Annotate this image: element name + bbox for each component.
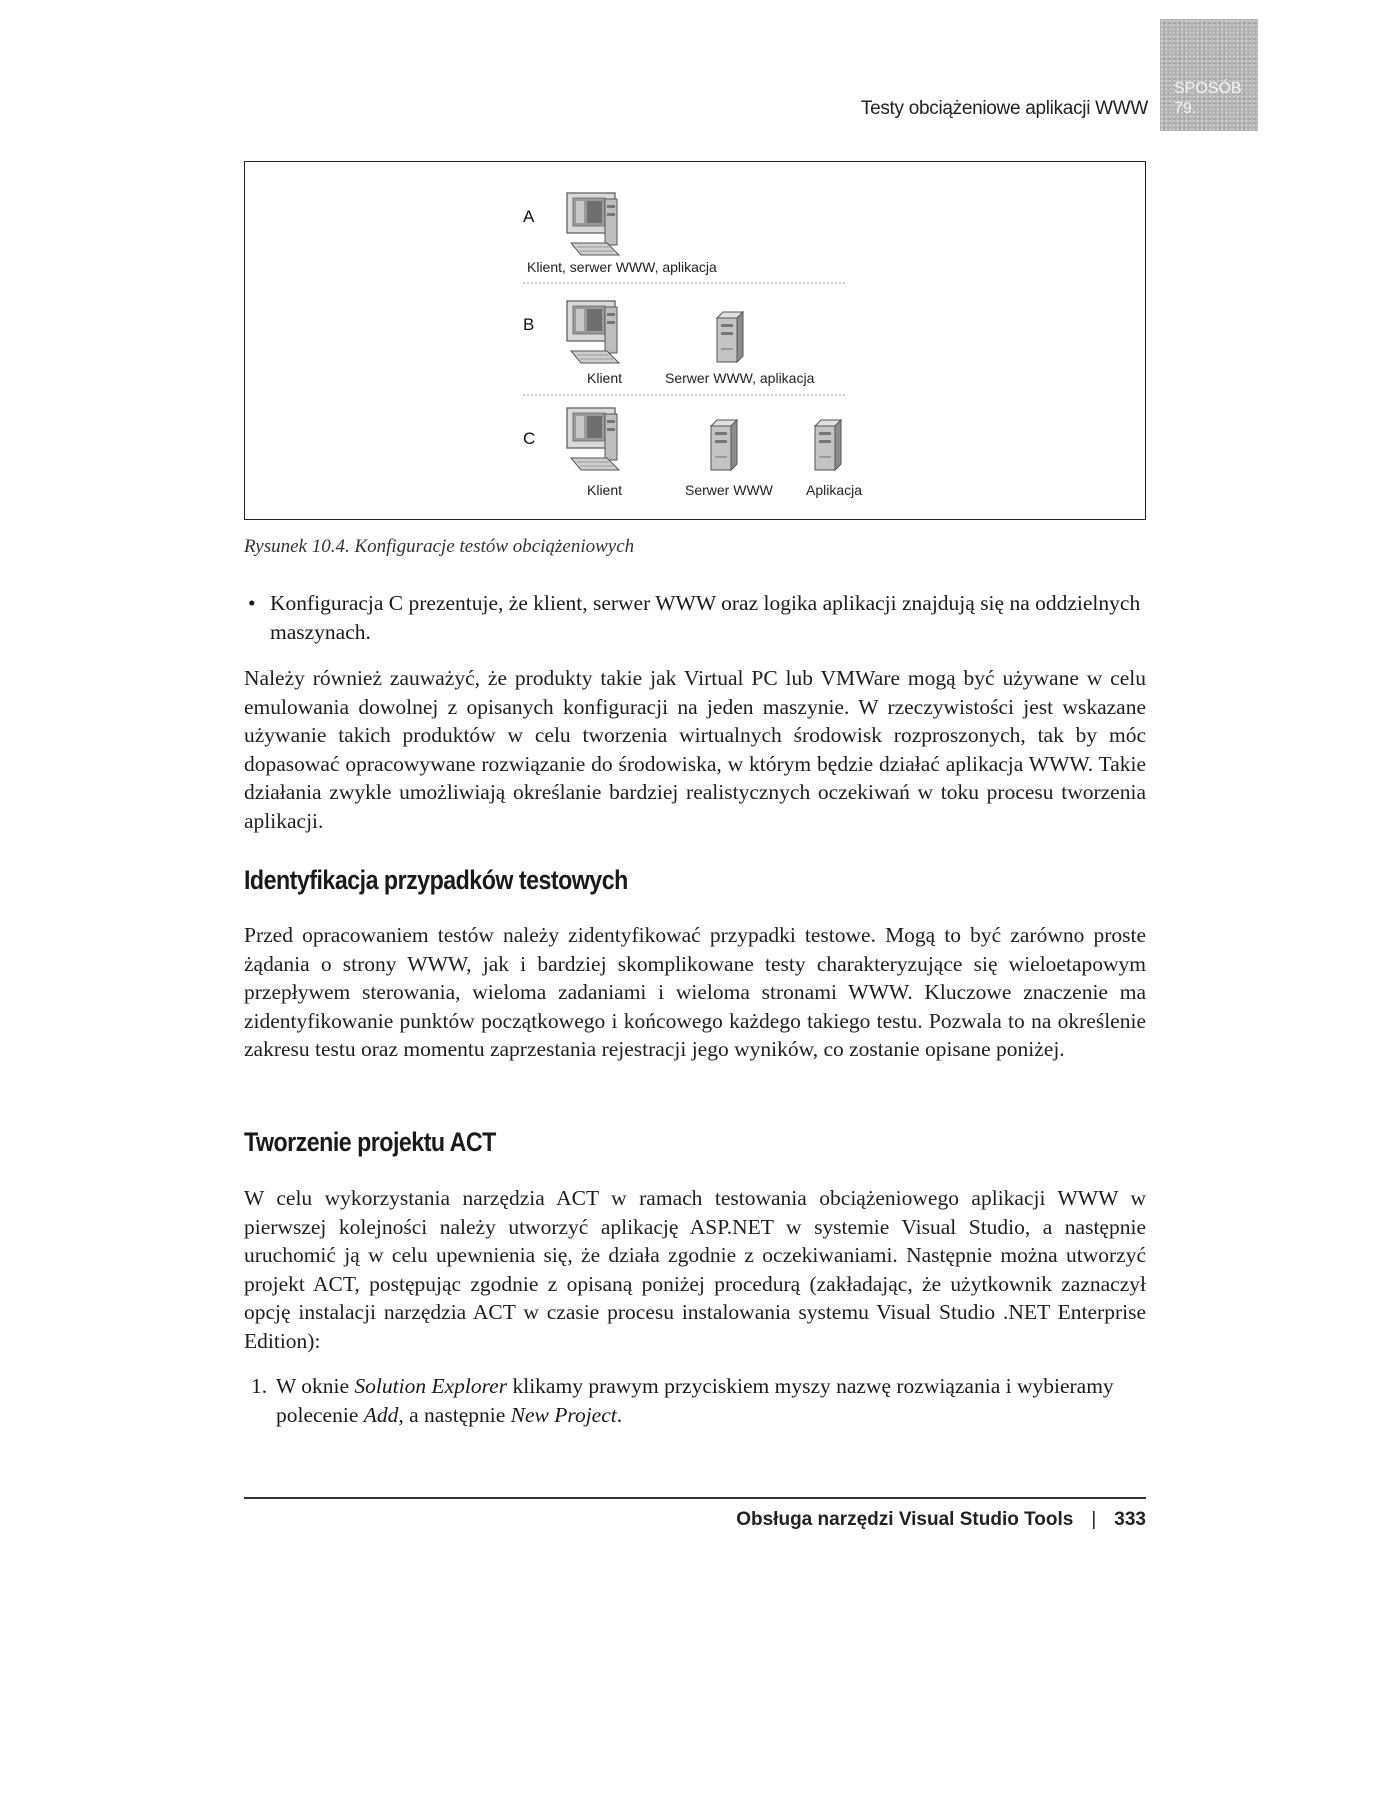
client-workstation-icon [567, 193, 619, 255]
config-a-label: Klient, serwer WWW, aplikacja [527, 259, 717, 275]
step-number: 1. [251, 1374, 268, 1398]
figure-caption: Rysunek 10.4. Konfiguracje testów obciążeniowych [244, 536, 635, 557]
ui-term-new-project: New Project [510, 1402, 617, 1427]
step-text-part: W oknie [276, 1374, 355, 1398]
bullet-marker: • [248, 591, 256, 615]
figure-diagram [245, 162, 1145, 519]
page-number: 333 [1114, 1509, 1146, 1530]
running-head: Testy obciążeniowe aplikacji WWW [860, 98, 1148, 119]
server-icon [717, 312, 743, 362]
section-heading-test-cases: Identyfikacja przypadków testowych [244, 865, 628, 895]
step-text-part: , a następnie [398, 1402, 511, 1427]
bullet-text: Konfiguracja C prezentuje, że klient, serwer WWW oraz logika aplikacji znajdują się na oddzielnych maszynach. [270, 591, 1141, 644]
section-tab-word: SPOSÓB [1174, 80, 1242, 97]
bullet-item [248, 589, 1146, 646]
client-workstation-icon [567, 408, 619, 470]
config-b-server-label: Serwer WWW, aplikacja [665, 370, 815, 386]
footer-rule [244, 1497, 1146, 1499]
step-text-part: . [616, 1402, 623, 1427]
paragraph-test-cases: Przed opracowaniem testów należy zidentyfikować przypadki testowe. Mogą to być zarówno proste żądania o strony WWW, jak i bardziej skomplikowane testy charakteryzujące się wieloetapowym przepływem sterowania, wieloma zadaniami i wieloma stronami WWW. Kluczowe znaczenie ma zidentyfikowanie punktów początkowego i końcowego każdego takiego testu. Pozwala to na określenie zakresu testu oraz momentu zaprzestania rejestracji jego wyników, co zostanie opisane poniżej. [244, 923, 1146, 1061]
ui-term-solution-explorer: Solution Explorer [354, 1374, 508, 1398]
client-workstation-icon [567, 301, 619, 363]
step-text [276, 1372, 1121, 1429]
config-c-client-label: Klient [587, 482, 623, 498]
config-c-server-label: Serwer WWW [685, 482, 773, 498]
ui-term-add: Add [363, 1402, 399, 1427]
paragraph-virtualization: Należy również zauważyć, że produkty takie jak Virtual PC lub VMWare mogą być używane w celu emulowania dowolnej z opisanych konfiguracji na jeden maszynie. W rzeczywistości jest wskazane używanie takich produktów w celu tworzenia wirtualnych środowisk rozproszonych, tak by móc dopasować opracowywane rozwiązanie do środowiska, w którym będzie działać aplikacja WWW. Takie działania zwykle umożliwiają określanie bardziej realistycznych oczekiwań w toku procesu tworzenia aplikacji. [244, 666, 1146, 833]
application-server-icon [815, 420, 841, 470]
footer-title: Obsługa narzędzi Visual Studio Tools [736, 1509, 1074, 1530]
step-text-part: klikamy prawym przyciskiem myszy nazwę rozwiązania i wybieramy polecenie [276, 1374, 1114, 1427]
section-heading-act-project: Tworzenie projektu ACT [244, 1127, 496, 1157]
footer-separator: | [1091, 1509, 1097, 1530]
config-c-app-label: Aplikacja [806, 482, 863, 498]
section-tab-number: 79. [1174, 100, 1197, 117]
web-server-icon [711, 420, 737, 470]
config-letter-b: B [523, 315, 535, 334]
config-letter-c: C [523, 429, 536, 448]
config-letter-a: A [523, 207, 535, 226]
figure-frame [244, 161, 1146, 520]
paragraph-act-project: W celu wykorzystania narzędzia ACT w ramach testowania obciążeniowego aplikacji WWW w pierwszej kolejności należy utworzyć aplikację ASP.NET w systemie Visual Studio, a następnie uruchomić ją w celu upewnienia się, że działa zgodnie z oczekiwaniami. Następnie można utworzyć projekt ACT, postępując zgodnie z opisaną poniżej procedurą (zakładając, że użytkownik zaznaczył opcję instalacji narzędzia ACT w czasie procesu instalowania systemu Visual Studio .NET Enterprise Edition): [244, 1186, 1146, 1353]
section-tab [1160, 19, 1258, 131]
page-footer [700, 1509, 1146, 1531]
section-tab-label [1174, 79, 1242, 119]
config-b-client-label: Klient [587, 370, 623, 386]
